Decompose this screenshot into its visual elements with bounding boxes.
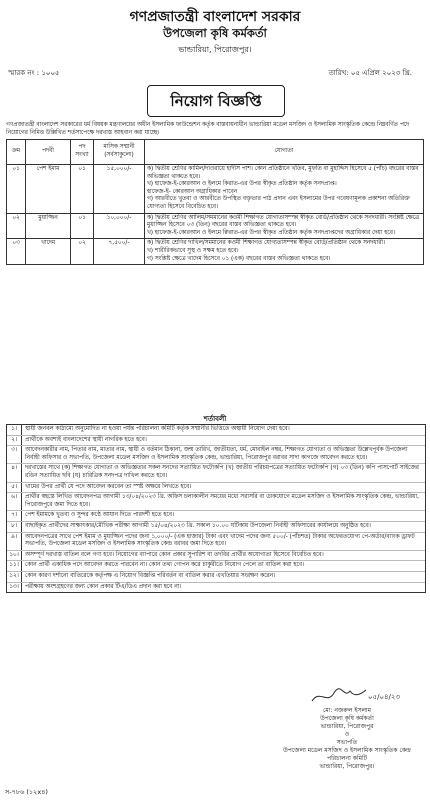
condition-number: ১৩। — [7, 583, 22, 593]
signatory-org-place: ভান্ডারিয়া, পিরোজপুর। — [319, 763, 375, 770]
qualification-item: গ) আরবীতে খুতবা ও আরবীতে উপস্থিত বক্তৃতার পাঠ প্রদান এবং ইসলামের উপর গবেষণামূলক প্রকাশনা অতিরিক্ত যোগ্যতা হিসেবে বিবেচিত হবে। — [147, 196, 410, 210]
qualification-item: ক) দ্বিতীয় শ্রেণির কামিল/দাওরায়ে হাদীস পাশ। কোন প্রতিষ্ঠানে খতিব, মুফতি বা মুহাদ্দিস হিসেবে ৫ (পাঁচ) বছরের বাস্তব অভিজ্ঞতা থাকতে হবে। — [147, 166, 419, 180]
condition-item — [7, 464, 425, 482]
row-pay: ৭,৫০০/- — [94, 239, 145, 265]
notice-date: তারিখ: ০৫ এপ্রিল ২০২৩ খ্রি. — [328, 69, 412, 77]
government-title: গণপ্রজাতন্ত্রী বাংলাদেশ সরকার — [129, 9, 301, 25]
office-title: উপজেলা কৃষি কর্মকর্তা — [163, 26, 267, 40]
condition-text: কোন কারণ দর্শানো ব্যতিরেকে কর্তৃপক্ষ এ নিয়োগ বিজ্ঞপ্তি পরিবর্তন বা বাতিল করার এখতিয়ার সংরক্ষণ করেন। — [25, 572, 276, 579]
condition-text: আবেদনপত্রের সাথে পেশ ইমাম ও মুয়াজ্জিন পদের জন্য ১,০০০/- (এক হাজার) টাকা এবং খাদেম পদের জন্য ৫০০/- (পাঁচশত) টাকার অফেরতযোগ্য পে-অর্ডার/ব্যাংক ড্রাফট সভাপতি, উপজেলা মডেল মসজিদ ও ইসলামিক সাংস্কৃতিক কেন্দ্র বরাবর জমা দিতে হবে। — [25, 533, 415, 548]
condition-number: ৬। — [7, 493, 22, 510]
condition-text: পরীক্ষায় অংশগ্রহণের জন্য কোন প্রকার টিএ/ডিএ প্রদান করা হবে না। — [25, 583, 182, 590]
condition-text: অসম্পূর্ণ দরখাস্ত বাতিল বলে গণ্য হবে। নিয়োগের ব্যাপারে কোন প্রকার সুপারিশ বা তদবির প্রার্থীর অযোগ্যতা হিসেবে বিবেচিত হবে। — [25, 551, 324, 558]
condition-item — [7, 533, 425, 551]
condition-text: আবেদনকারীর নাম, পিতার নাম, মাতার নাম, স্থায়ী ও বর্তমান ঠিকানা, জন্ম তারিখ, জাতীয়তা, ধর্ম, মোবাইল নম্বর, শিক্ষাগত যোগ্যতা ও অভিজ্ঞতা উল্লেখপূর্বক উপজেলা নির্বাহী অফিসার ও সভাপতি, উপজেলা মডেল মসজিদ ও ইসলামিক সাংস্কৃতিক কেন্দ্র, ভান্ডারিয়া, পিরোজপুর বরাবর সাদা কাগজে আবেদন করতে হবে। — [25, 447, 408, 461]
condition-item — [7, 522, 425, 533]
condition-text: পেশ ইমামকে খুতবা ও সুন্দর কণ্ঠে আযান দিতে পারদর্শী হতে হবে। — [25, 512, 175, 519]
condition-item — [7, 425, 425, 436]
condition-number: ৪। — [7, 464, 22, 481]
condition-item — [7, 561, 425, 572]
signatory-name: মো: নজরুল ইসলাম — [323, 707, 371, 714]
qualification-item: ক) দ্বিতীয় শ্রেণির দাখিল/সমমানের কওমী শিক্ষাগত যোগ্যতাসম্পন্ন স্বীকৃত বোর্ড/প্রতিষ্ঠান থেকে সনদধারী। — [147, 240, 386, 247]
signature-scribble — [272, 685, 422, 707]
row-pay: ১০,০০০/- — [94, 213, 145, 239]
signature-block — [272, 685, 422, 771]
condition-item — [7, 551, 425, 562]
condition-text: কোন প্রার্থী একাধিক পদে আবেদন করতে পারবেন না। কোন তথ্য গোপন করে চাকুরীতে নিয়োগ পেলে তা বাতিল করা হবে। — [25, 562, 304, 569]
table-row — [7, 213, 424, 239]
table-row — [7, 239, 424, 265]
signatory-org: উপজেলা মডেল মসজিদ ও ইসলামিক সাংস্কৃতিক কেন্দ্র পরিচালনা কমিটি — [283, 747, 411, 762]
row-qualifications — [145, 165, 424, 214]
condition-number: ১২। — [7, 572, 22, 582]
condition-number: ১। — [7, 425, 22, 435]
office-location: ভান্ডারিয়া, পিরোজপুর। — [178, 45, 252, 54]
table-row — [7, 165, 424, 214]
condition-number: ১০। — [7, 551, 22, 561]
condition-number: ৮। — [7, 522, 22, 532]
condition-text: প্রার্থীর স্বহস্তে লিখিত আবেদনপত্র আগামী ১৩/০৪/২০২৩ খ্রি. অফিস চলাকালীন সময়ের মধ্যে সরাসরি বা ডাকযোগে মডেল মসজিদ ও ইসলামিক সাংস্কৃতিক কেন্দ্র, ভান্ডারিয়া, পিরোজপুরে জমা দিতে হবে। — [25, 494, 419, 508]
intro-paragraph: গণপ্রজাতন্ত্রী বাংলাদেশ সরকারের ধর্ম বিষয়ক মন্ত্রণালয়ের অধীন ইসলামিক ফাউন্ডেশন কর্তৃক বাস্তবায়নাধীন ভান্ডারিয়া মডেল মসজিদ ও ইসলামিক সাংস্কৃতিক কেন্দ্রে নিম্নবর্ণিত পদে নিয়োগের নিমিত্ত উল্লিখিত শর্তসাপেক্ষে দরখাস্ত আহবান করা যাচ্ছে। — [6, 122, 410, 136]
row-serial: ০২ — [7, 213, 26, 239]
condition-item — [7, 572, 425, 583]
qualification-item: খ) হাফেজ-ই-কোরআন ও ইলমে ক্বিরাত-এর উপর স্বীকৃত প্রতিষ্ঠান কর্তৃক সনদপ্রাপ্তদের অগ্রাধিকার দেয়া হবে। — [147, 229, 395, 236]
condition-number: ৭। — [7, 511, 22, 521]
row-qualifications — [145, 239, 424, 265]
condition-number: ৩। — [7, 446, 22, 463]
table-header-row — [7, 140, 424, 165]
col-serial: ক্রম — [7, 140, 26, 165]
condition-text: বাছাইকৃত প্রার্থীদের সাক্ষাৎকার/মৌখিক পরীক্ষা আগামী ১৫/০৪/২০২৩ খ্রি. সকাল ১০.০০ ঘটিকায় উপজেলা নির্বাহী অফিসারের কার্যালয়ে অনুষ্ঠিত হবে। — [25, 522, 371, 529]
col-post: পদবী — [26, 140, 71, 165]
condition-number: ১১। — [7, 561, 22, 571]
memo-number: স্মারক নং : ১০০৫ — [8, 69, 60, 77]
row-count: ০২ — [71, 239, 94, 265]
row-qualifications — [145, 213, 424, 239]
condition-text: দরখাস্তের সাথে (ক) শিক্ষাগত যোগ্যতা ও অভিজ্ঞতার সকল সনদের সত্যায়িত ফটোকপি (খ) জাতীয় পরিচয়পত্রের সত্যায়িত ফটোকপি (গ) ০৩ (তিন) কপি পাসপোর্ট সাইজের রঙিন সত্যায়িত ছবি (ঘ) চারিত্রিক সনদপত্র দাখিল করতে হবে। — [25, 465, 419, 479]
row-pay: ১৫,০০০/- — [94, 165, 145, 214]
signature-date: ০৫/০৪/২৩ — [368, 693, 401, 701]
condition-item — [7, 511, 425, 522]
row-count: ০১ — [71, 165, 94, 214]
vacancy-table — [6, 139, 424, 265]
footer-code: স-৭৮৬ (১২x৪) — [5, 788, 48, 796]
row-post: খাদেম — [26, 239, 71, 265]
signatory-designation: উপজেলা কৃষি কর্মকর্তা — [320, 715, 374, 722]
condition-item — [7, 583, 425, 593]
col-count: পদ সংখ্যা — [71, 140, 94, 165]
signatory-and: ও — [344, 731, 350, 738]
row-serial: ০৩ — [7, 239, 26, 265]
condition-number: ২। — [7, 436, 22, 446]
condition-number: ৫। — [7, 483, 22, 493]
conditions-list — [6, 424, 426, 593]
condition-item — [7, 446, 425, 464]
signatory-role: সভাপতি — [336, 739, 358, 746]
qualification-item: হাফেজ-ই- কোরআন অগ্রাধিকার পাবেন — [147, 188, 238, 195]
qualification-item: খ) হাফেজ-ই-কোরআন ও ইলমে কিরাত-এর উপর স্বীকৃত প্রতিষ্ঠান কর্তৃক সনদপ্রাপ্ত। — [147, 181, 337, 188]
signatory-place: ভান্ডারিয়া, পিরোজপুর — [320, 723, 374, 730]
col-pay: মাসিক সম্মানী (সর্বসাকুল্যে) — [94, 140, 145, 165]
conditions-heading: শর্তাবলী — [203, 415, 227, 423]
condition-text: প্রার্থীকে অবশ্যই বাংলাদেশের স্থায়ী নাগরিক হতে হবে। — [25, 436, 147, 443]
col-qualification: যোগ্যতা — [145, 140, 424, 165]
row-post: পেশ ইমাম — [26, 165, 71, 214]
row-post: মুয়াজ্জিন — [26, 213, 71, 239]
notice-title: নিয়োগ বিজ্ঞপ্তি — [147, 85, 285, 117]
row-serial: ০১ — [7, 165, 26, 214]
condition-item — [7, 483, 425, 494]
qualification-item: ক) দ্বিতীয় শ্রেণির আলিম/সমমানের কওমী শিক্ষাগত যোগ্যতাসম্পন্ন স্বীকৃত বোর্ড/প্রতিষ্ঠান থেকে সনদধারী। সংশ্লিষ্ট ক্ষেত্রে মুয়াজ্জিন হিসেবে ০৩ (তিন) বছরের বাস্তব অভিজ্ঞতা থাকতে হবে। — [147, 214, 420, 229]
condition-text: খামের উপর প্রার্থী যে পদে আবেদন করবেন তা স্পষ্ট অক্ষরে লিখতে হবে। — [25, 483, 192, 490]
row-count: ০১ — [71, 213, 94, 239]
qualification-item: খ) শারীরিকভাবে সুস্থ ও সক্ষম হতে হবে। — [147, 247, 239, 254]
condition-number: ৯। — [7, 533, 22, 550]
qualification-item: গ) সংশ্লিষ্ট ক্ষেত্রে খাদেম হিসেবে ০১ (এক) বছরের বাস্তব অভিজ্ঞতা থাকতে হবে। — [147, 255, 331, 262]
condition-item — [7, 493, 425, 511]
condition-item — [7, 436, 425, 447]
condition-text: স্থায়ী জনবল কাঠামো অনুমোদিত না হওয়া পর্যন্ত পরিচালনা কমিটি কর্তৃক সম্মানীর ভিত্তিতে অস্থায়ী নিয়োগ দেয়া হবে। — [25, 426, 290, 432]
